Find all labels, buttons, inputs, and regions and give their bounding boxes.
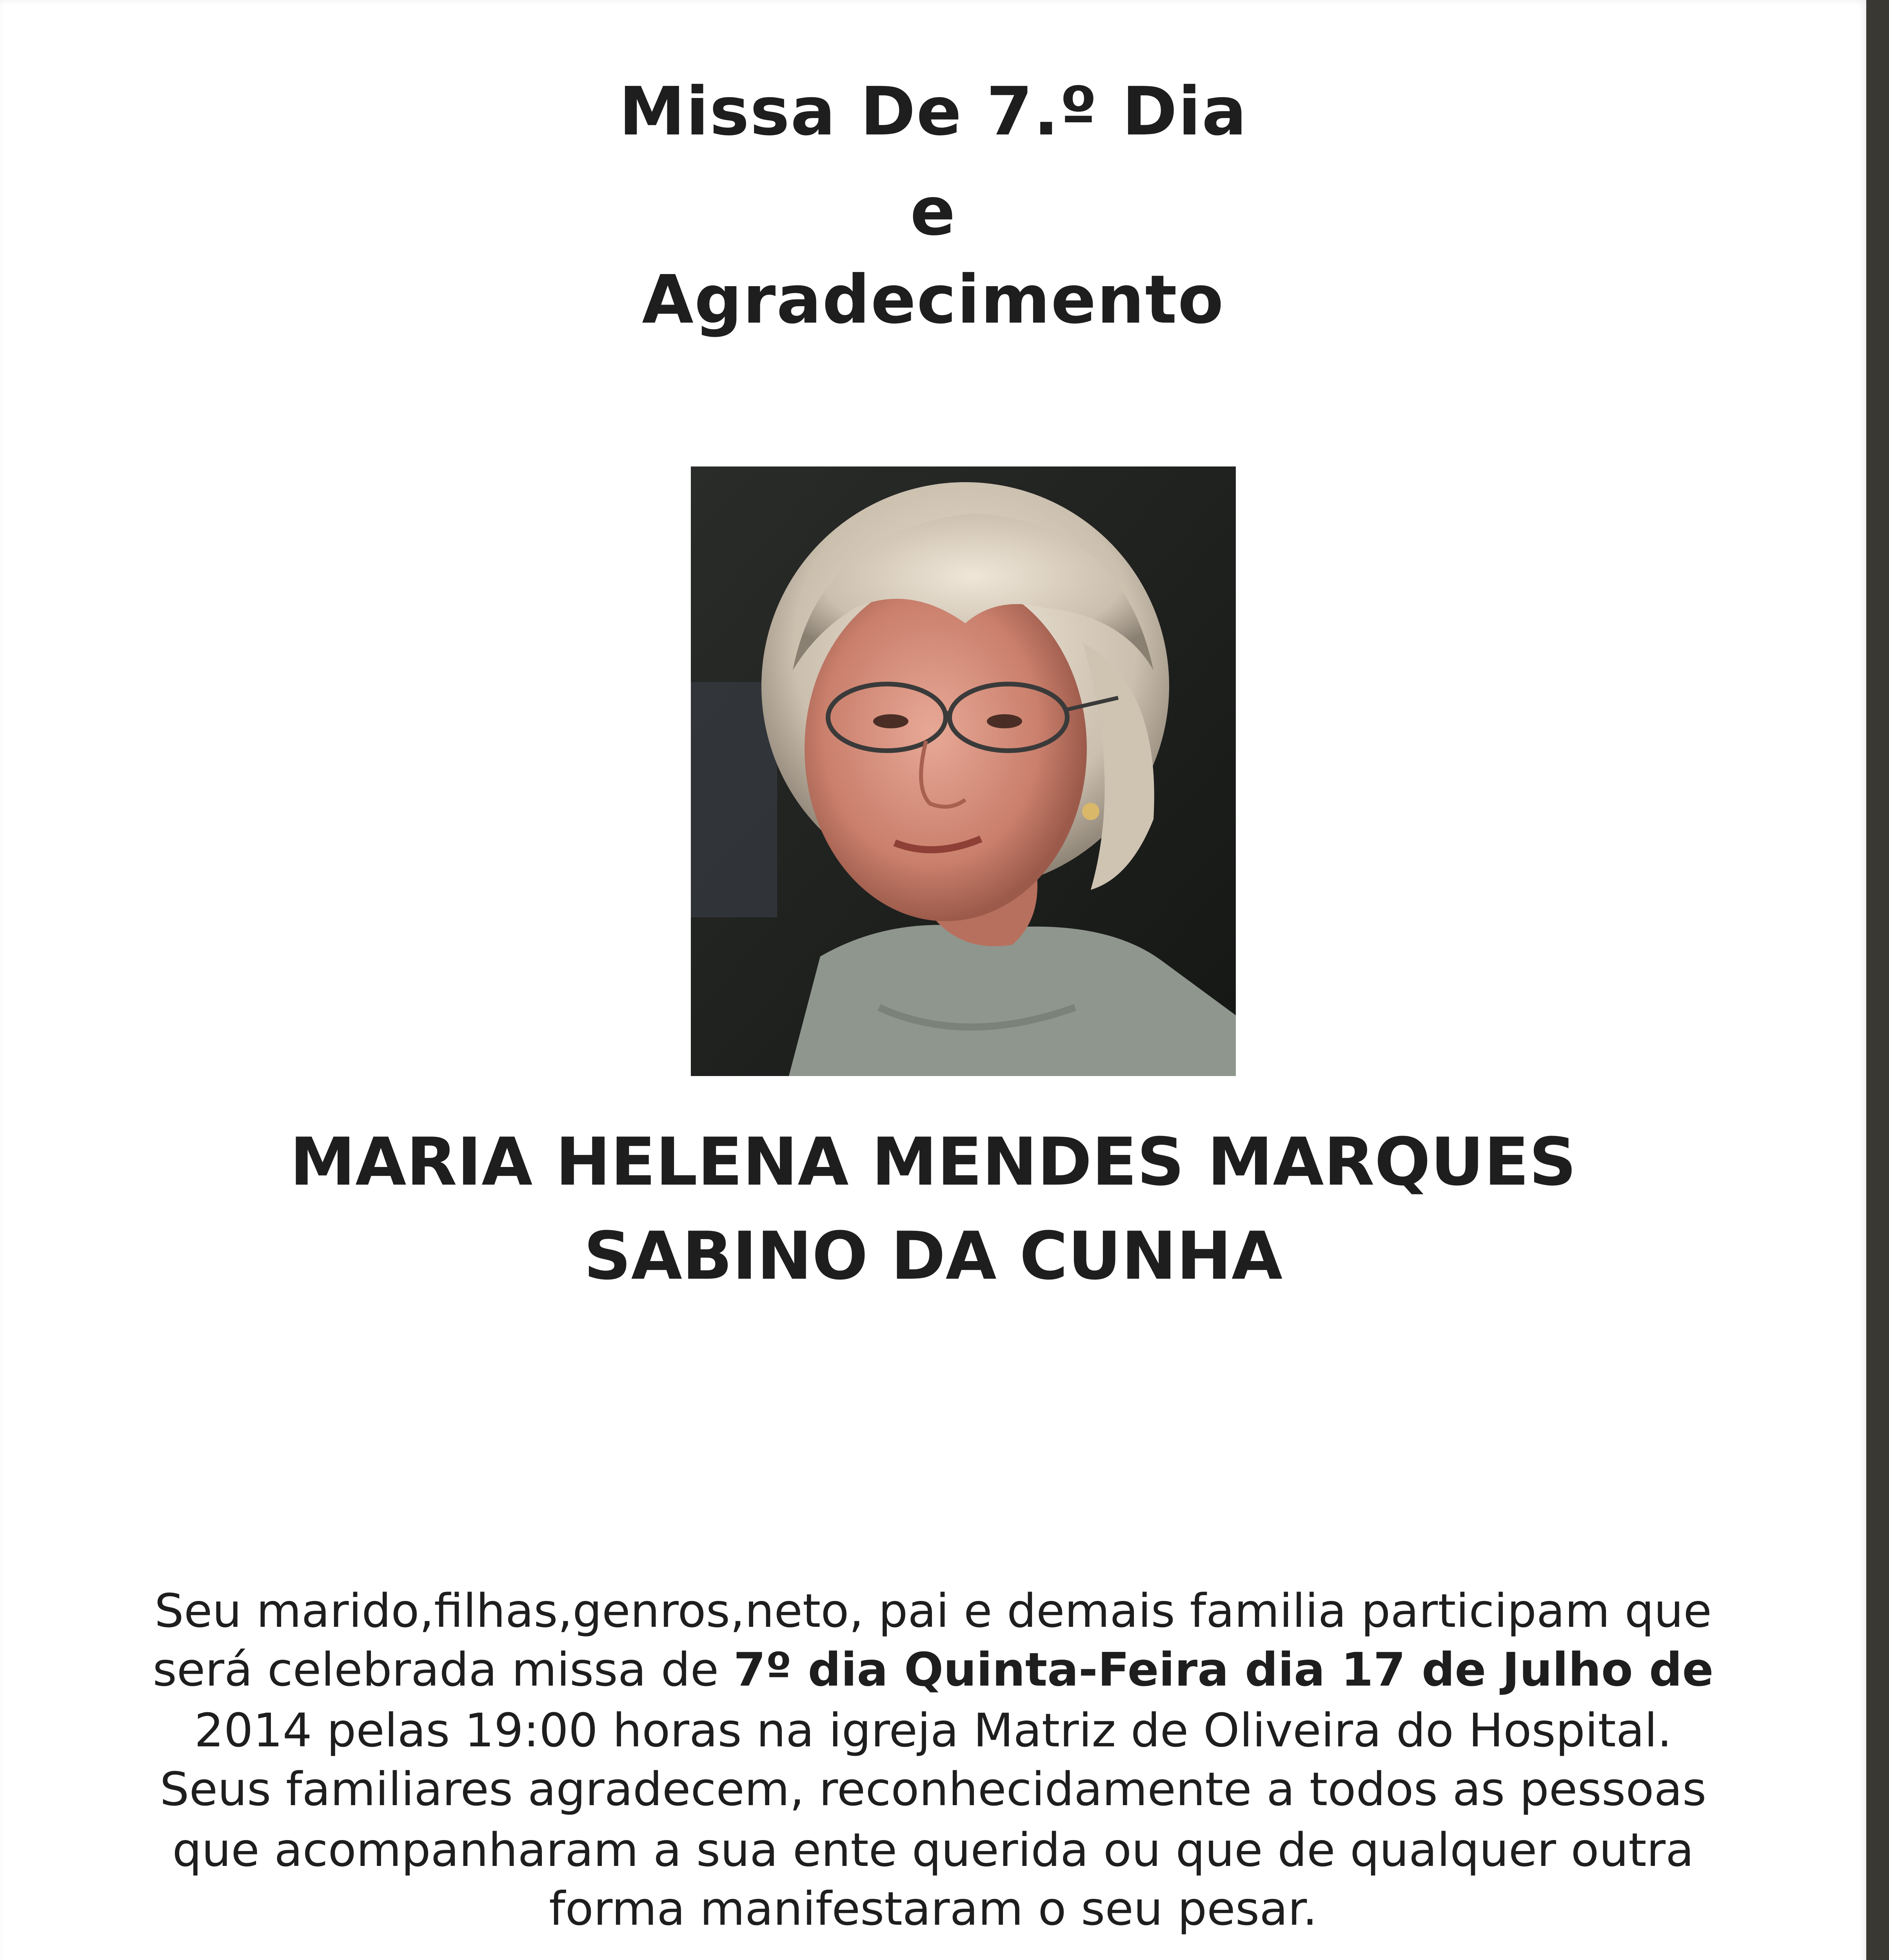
message-line-2 — [0, 1642, 1866, 1697]
message-line-6: forma manifestaram o seu pesar. — [549, 1882, 1317, 1936]
portrait-image — [691, 466, 1236, 1076]
title-line-2: e — [910, 173, 956, 250]
message-line-1: Seu marido,filhas,genros,neto, pai e demais familia participam que — [154, 1584, 1712, 1638]
deceased-name-line-2: SABINO DA CUNHA — [583, 1218, 1283, 1294]
message-line-3: 2014 pelas 19:00 horas na igreja Matriz de Oliveira do Hospital. — [194, 1703, 1672, 1757]
title-line-3: Agradecimento — [642, 261, 1224, 339]
portrait-photo — [691, 466, 1236, 1076]
message-line-2-bold: 7º dia Quinta-Feira dia 17 de Julho de — [733, 1642, 1714, 1697]
deceased-name-line-1: MARIA HELENA MENDES MARQUES — [290, 1123, 1577, 1200]
message-line-4: Seus familiares agradecem, reconhecidamente a todos as pessoas — [160, 1762, 1707, 1816]
title-line-1: Missa De 7.º Dia — [619, 73, 1248, 151]
message-line-5: que acompanharam a sua ente querida ou que de qualquer outra — [172, 1823, 1694, 1877]
message-line-2-regular: será celebrada missa de — [153, 1642, 734, 1697]
